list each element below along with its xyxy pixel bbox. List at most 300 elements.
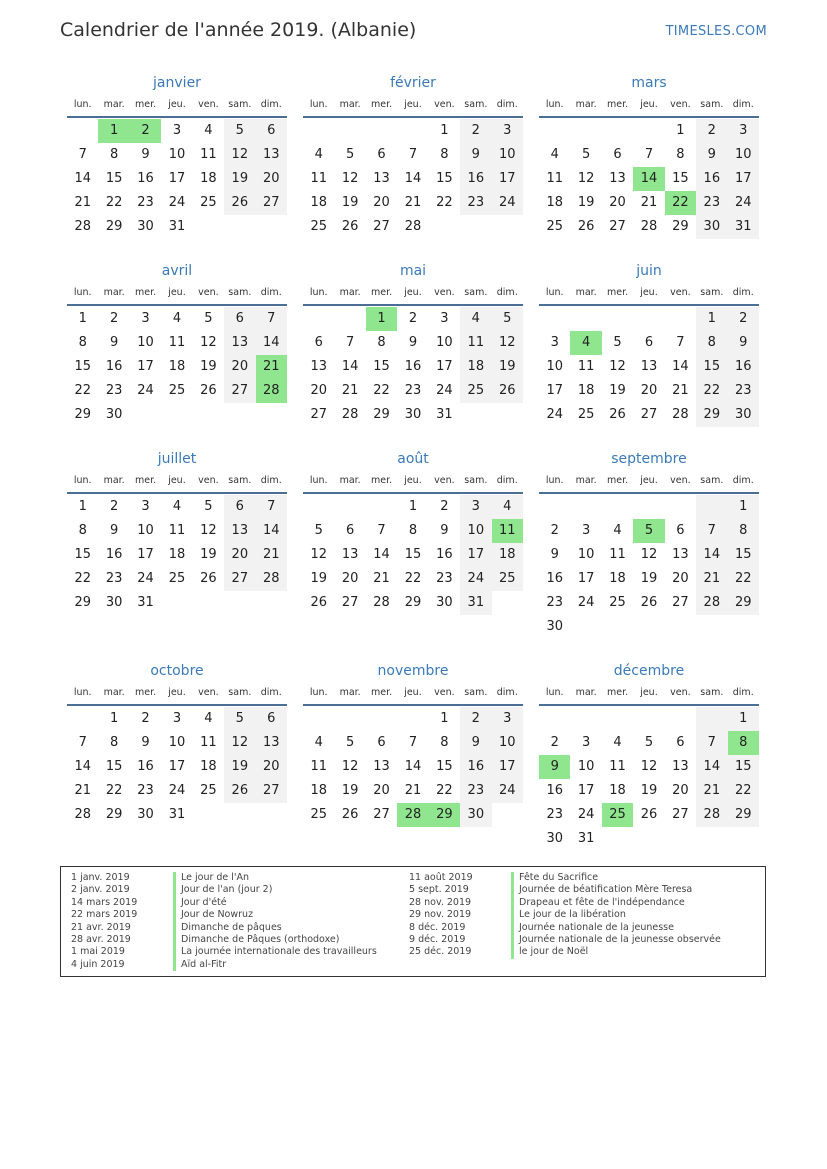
day-cell: 15 [728,543,759,567]
day-cell: 17 [137,359,154,374]
weekday-label: sam. [228,99,252,110]
holiday-day: 1 [366,307,397,331]
day-cell: 21 [74,195,91,210]
day-cell: 14 [256,519,287,543]
day-cell: 12 [492,331,523,355]
day-cell: 18 [460,355,491,379]
month-name: janvier [153,75,201,91]
weekday-label: mar. [339,287,361,298]
day-cell: 19 [341,783,359,798]
legend-holiday-name: Le jour de l'An [173,872,377,884]
legend-holiday-name: Le jour de la libération [511,909,721,921]
day-cell: 13 [256,731,287,755]
day-cell: 5 [581,147,591,162]
legend-date: 4 juin 2019 [71,958,125,970]
weekday-header [67,682,287,706]
day-cell: 28 [640,219,658,234]
weekday-label: sam. [700,287,724,298]
day-cell: 28 [74,807,91,822]
day-cell: 8 [109,735,119,750]
day-cell: 2 [460,119,491,143]
weekday-label: ven. [434,475,455,486]
day-grid [67,306,287,427]
weekday-label: ven. [670,687,691,698]
day-cell: 14 [341,359,359,374]
empty-cell [303,707,334,731]
day-cell: 15 [436,759,453,774]
day-cell: 15 [672,171,689,186]
day-cell: 18 [546,195,563,210]
day-cell: 13 [640,359,658,374]
month-name: novembre [377,663,449,679]
day-cell: 24 [492,191,523,215]
day-cell: 20 [640,383,658,398]
legend-holiday-name: Journée nationale de la jeunesse [511,922,721,934]
empty-cell [334,307,365,331]
holiday-day: 4 [570,331,601,355]
month-3 [539,72,759,239]
month-name: mars [631,75,667,91]
weekday-label: mar. [103,99,125,110]
day-cell: 21 [672,383,689,398]
day-cell: 12 [224,143,255,167]
weekday-label: mer. [134,687,157,698]
holiday-day: 11 [492,519,523,543]
day-cell: 30 [137,219,154,234]
day-cell: 25 [577,407,595,422]
weekday-label: jeu. [404,475,422,486]
day-cell: 3 [172,123,182,138]
legend-holiday-name: Dimanche de pâques [173,922,377,934]
day-cell: 3 [141,311,150,326]
day-cell: 23 [696,191,727,215]
day-cell: 23 [728,379,759,403]
weekday-label: dim. [496,99,518,110]
day-cell: 28 [373,595,390,610]
day-cell: 10 [168,735,186,750]
day-cell: 15 [728,755,759,779]
day-cell: 28 [672,407,689,422]
month-10 [67,660,287,827]
day-cell: 9 [440,523,449,538]
day-cell: 3 [581,523,591,538]
day-cell: 13 [224,331,255,355]
day-cell: 12 [224,731,255,755]
weekday-label: dim. [732,475,754,486]
day-cell: 4 [460,307,491,331]
weekday-label: jeu. [168,687,186,698]
month-6 [539,260,759,427]
empty-cell [570,119,601,143]
day-cell: 3 [172,711,182,726]
day-cell: 9 [460,143,491,167]
day-cell: 15 [404,547,422,562]
day-cell: 1 [440,123,449,138]
day-cell: 28 [696,803,727,827]
month-name: décembre [613,663,685,679]
day-cell: 31 [137,595,154,610]
month-4 [67,260,287,427]
month-1 [67,72,287,239]
day-cell: 24 [577,595,595,610]
weekday-label: jeu. [640,687,658,698]
day-cell: 25 [460,379,491,403]
day-cell: 26 [200,571,217,586]
day-cell: 17 [137,547,154,562]
day-cell: 12 [640,759,658,774]
day-cell: 4 [172,311,182,326]
day-cell: 14 [373,547,390,562]
weekday-label: dim. [496,287,518,298]
day-cell: 21 [373,571,390,586]
day-cell: 8 [728,519,759,543]
day-cell: 16 [546,571,563,586]
day-cell: 17 [492,755,523,779]
day-cell: 30 [105,407,123,422]
weekday-label: lun. [73,99,92,110]
day-cell: 20 [373,783,390,798]
empty-cell [303,495,334,519]
day-cell: 12 [310,547,327,562]
day-cell: 18 [200,759,217,774]
month-11 [303,660,523,827]
day-cell: 27 [341,595,359,610]
day-cell: 3 [440,311,449,326]
empty-cell [633,495,664,519]
day-cell: 20 [341,571,359,586]
day-cell: 26 [577,219,595,234]
day-cell: 25 [200,195,217,210]
day-cell: 15 [696,355,727,379]
empty-cell [602,707,633,731]
day-cell: 25 [200,783,217,798]
month-name: juillet [157,451,197,467]
day-cell: 8 [440,735,449,750]
weekday-label: lun. [73,287,92,298]
day-cell: 1 [78,499,87,514]
legend-date: 21 avr. 2019 [71,921,131,933]
weekday-label: jeu. [404,687,422,698]
day-cell: 6 [377,147,386,162]
weekday-label: mar. [339,687,361,698]
day-cell: 27 [640,407,658,422]
weekday-label: mer. [134,475,157,486]
day-grid [67,494,287,615]
weekday-label: sam. [228,687,252,698]
month-2 [303,72,523,239]
day-cell: 13 [373,171,390,186]
month-name: février [390,75,436,91]
day-cell: 19 [224,755,255,779]
legend-date: 28 nov. 2019 [409,896,472,908]
legend-date: 5 sept. 2019 [409,884,469,896]
day-cell: 7 [377,523,386,538]
day-cell: 7 [256,495,287,519]
day-cell: 15 [74,359,91,374]
day-cell: 2 [109,311,119,326]
weekday-label: sam. [228,287,252,298]
day-cell: 9 [109,335,119,350]
day-cell: 15 [373,359,390,374]
day-cell: 22 [74,571,91,586]
day-cell: 26 [640,595,658,610]
day-cell: 7 [676,335,685,350]
day-cell: 22 [74,383,91,398]
empty-cell [303,307,334,331]
day-cell: 22 [728,567,759,591]
day-cell: 22 [105,195,123,210]
day-cell: 14 [74,171,91,186]
day-grid [67,706,287,827]
day-grid [539,306,759,427]
day-cell: 30 [546,619,563,634]
weekday-label: dim. [732,287,754,298]
empty-cell [602,307,633,331]
day-cell: 19 [577,195,595,210]
day-cell: 19 [492,355,523,379]
day-cell: 19 [640,571,658,586]
weekday-label: ven. [198,99,219,110]
day-cell: 19 [341,195,359,210]
day-cell: 9 [408,335,418,350]
day-cell: 31 [168,807,186,822]
day-cell: 15 [436,171,453,186]
legend-holiday-name: Jour de Nowruz [173,909,377,921]
weekday-label: jeu. [168,287,186,298]
weekday-header [67,470,287,494]
empty-cell [366,495,397,519]
day-cell: 10 [728,143,759,167]
day-cell: 6 [644,335,654,350]
day-cell: 21 [404,195,422,210]
day-cell: 27 [310,407,327,422]
empty-cell [570,307,601,331]
day-cell: 30 [436,595,453,610]
holiday-day: 28 [397,803,428,827]
weekday-label: dim. [260,287,282,298]
empty-cell [539,119,570,143]
day-cell: 12 [341,171,359,186]
brand-link[interactable]: TIMESLES.COM [665,24,767,39]
day-cell: 4 [613,735,622,750]
day-cell: 29 [105,807,123,822]
weekday-label: mar. [103,475,125,486]
empty-cell [696,495,727,519]
weekday-label: jeu. [640,99,658,110]
day-cell: 30 [728,403,759,427]
day-cell: 5 [204,311,213,326]
day-cell: 24 [577,807,595,822]
weekday-label: sam. [228,475,252,486]
day-cell: 16 [546,783,563,798]
day-cell: 11 [546,171,563,186]
day-cell: 14 [404,171,422,186]
day-cell: 17 [577,783,595,798]
day-cell: 7 [644,147,654,162]
day-cell: 26 [492,379,523,403]
day-cell: 8 [440,147,449,162]
day-cell: 23 [105,571,123,586]
legend-dates [71,872,137,971]
day-cell: 3 [460,495,491,519]
day-cell: 23 [436,571,453,586]
day-cell: 29 [105,219,123,234]
day-cell: 22 [105,783,123,798]
day-cell: 29 [373,407,390,422]
weekday-label: jeu. [640,475,658,486]
weekday-label: mar. [575,287,597,298]
weekday-label: mar. [103,687,125,698]
day-cell: 17 [460,543,491,567]
month-8 [303,448,523,615]
day-cell: 10 [546,359,563,374]
day-cell: 8 [78,335,87,350]
day-cell: 17 [577,571,595,586]
day-cell: 19 [224,167,255,191]
day-cell: 5 [204,499,213,514]
legend-holiday-name: Drapeau et fête de l'indépendance [511,897,721,909]
day-cell: 22 [436,195,453,210]
day-cell: 9 [728,331,759,355]
day-cell: 21 [404,783,422,798]
legend-holiday-name: Dimanche de Pâques (orthodoxe) [173,934,377,946]
weekday-header [303,282,523,306]
holiday-day: 8 [728,731,759,755]
weekday-header [539,470,759,494]
holiday-day: 2 [130,119,161,143]
day-cell: 17 [168,171,186,186]
day-cell: 8 [696,331,727,355]
day-cell: 10 [492,143,523,167]
day-cell: 24 [546,407,563,422]
weekday-label: mar. [339,475,361,486]
day-cell: 4 [314,147,323,162]
month-name: juin [636,263,662,279]
day-cell: 26 [609,407,626,422]
day-grid [303,706,523,827]
empty-cell [366,119,397,143]
day-cell: 27 [672,595,689,610]
day-grid [303,494,523,615]
weekday-label: jeu. [168,475,186,486]
day-cell: 31 [577,831,595,846]
day-cell: 27 [373,219,390,234]
weekday-label: dim. [496,475,518,486]
day-cell: 1 [440,711,449,726]
day-cell: 16 [137,171,154,186]
day-cell: 7 [408,147,418,162]
day-cell: 12 [609,359,626,374]
day-cell: 1 [676,123,685,138]
weekday-label: mer. [606,687,629,698]
weekday-header [539,682,759,706]
day-cell: 20 [224,543,255,567]
weekday-label: ven. [198,287,219,298]
legend-date: 9 déc. 2019 [409,933,466,945]
day-cell: 6 [314,335,323,350]
day-cell: 10 [137,523,154,538]
weekday-label: dim. [732,99,754,110]
empty-cell [602,119,633,143]
legend-date: 11 août 2019 [409,872,473,883]
weekday-label: mar. [103,287,125,298]
day-cell: 27 [256,191,287,215]
day-cell: 10 [577,759,595,774]
day-cell: 17 [168,759,186,774]
day-cell: 6 [377,735,386,750]
day-cell: 16 [460,167,491,191]
day-cell: 23 [404,383,422,398]
day-cell: 22 [404,571,422,586]
weekday-header [539,282,759,306]
weekday-label: lun. [545,99,564,110]
day-cell: 20 [310,383,327,398]
weekday-label: sam. [464,687,488,698]
day-cell: 21 [696,567,727,591]
day-cell: 20 [672,783,689,798]
empty-cell [539,495,570,519]
weekday-label: mar. [575,475,597,486]
legend-holiday-name: Aïd al-Fitr [173,959,377,971]
day-cell: 2 [550,523,559,538]
day-cell: 26 [640,807,658,822]
page-title: Calendrier de l'année 2019. (Albanie) [60,19,417,41]
legend-dates [409,872,473,959]
month-name: octobre [150,663,204,679]
weekday-label: sam. [464,99,488,110]
day-cell: 29 [404,595,422,610]
day-cell: 2 [728,307,759,331]
weekday-header [303,470,523,494]
month-9 [539,448,759,639]
weekday-label: jeu. [404,287,422,298]
day-cell: 21 [696,779,727,803]
weekday-label: mer. [370,475,393,486]
day-cell: 18 [310,195,327,210]
day-cell: 19 [640,783,658,798]
day-cell: 20 [256,167,287,191]
day-cell: 1 [109,711,119,726]
day-cell: 2 [550,735,559,750]
day-cell: 5 [492,307,523,331]
day-cell: 26 [310,595,327,610]
weekday-label: ven. [670,99,691,110]
day-cell: 2 [408,311,418,326]
empty-cell [570,707,601,731]
holiday-day: 21 [256,355,287,379]
day-cell: 14 [672,359,689,374]
weekday-label: mer. [370,687,393,698]
day-cell: 14 [404,759,422,774]
day-cell: 11 [460,331,491,355]
legend-holiday-name: Fête du Sacrifice [511,872,721,884]
weekday-label: mer. [134,287,157,298]
weekday-label: lun. [545,475,564,486]
day-cell: 2 [460,707,491,731]
weekday-label: jeu. [640,287,658,298]
day-cell: 24 [168,783,186,798]
day-cell: 5 [345,735,355,750]
holiday-day: 5 [633,519,664,543]
day-cell: 27 [672,807,689,822]
weekday-label: mer. [370,99,393,110]
day-cell: 30 [137,807,154,822]
day-cell: 26 [224,779,255,803]
day-cell: 9 [141,147,150,162]
weekday-label: lun. [545,287,564,298]
weekday-label: ven. [434,687,455,698]
weekday-label: sam. [700,687,724,698]
